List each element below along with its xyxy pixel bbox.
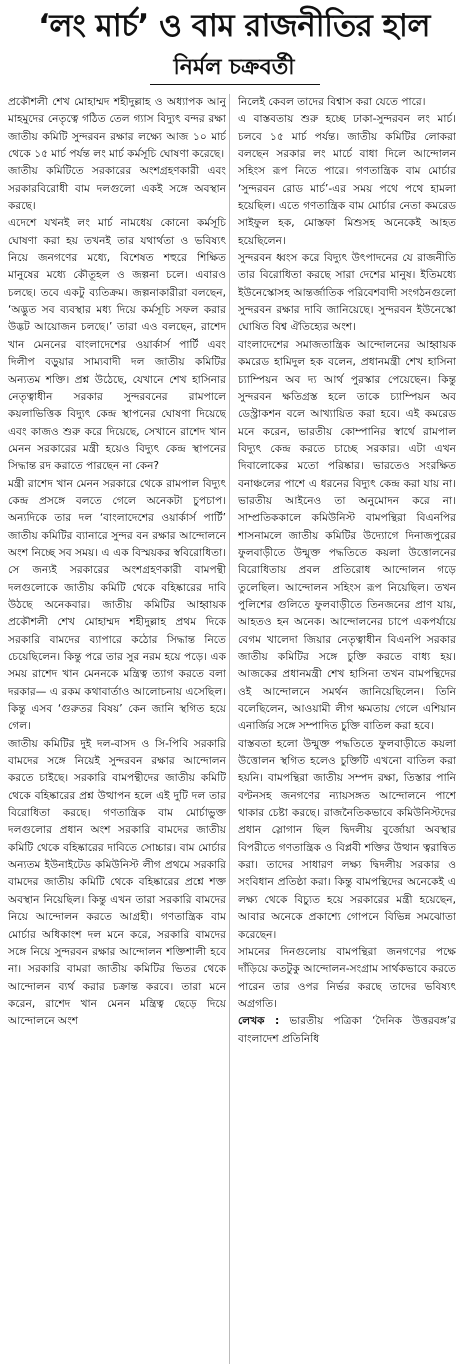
paragraph: মন্ত্রী রাশেদ খান মেনন সরকারে থেকে রামপাল বিদ্যুৎ কেন্দ্র প্রসঙ্গে বলতে গেলে অনেকটা চুপচাপ। অন্যদিকে তার দল ‘বাংলাদেশের ওয়ার্কার্স পার্টি’ জাতীয় কমিটির ব্যানারে সুন্দর বন রক্ষার আন্দোলনে অংশ নিচ্ছে সব সময়। এ এক বিস্ময়কর স্ববিরোধিতা। সে জন্যই সরকারের অংশগ্রহণকারী বামপন্থী দলগুলোকে জাতীয় কমিটি থেকে বহিষ্কারের দাবি উঠছে অনেকবার। জাতীয় কমিটির আহ্বায়ক প্রকৌশলী শেখ মোহাম্মদ শহীদুল্লাহ প্রথম দিকে সরকারি বামদের ব্যাপারে কঠোর সিদ্ধান্ত নিতে চেয়েছিলেন। কিন্তু পরে তার সুর নরম হয়ে পড়ে। এক সময় রাশেদ খান মেননকে মন্ত্রিত্ব ত্যাগ করতে বলা দরকার— এ রকম কথাবার্তাও আলোচনায় এসেছিল। কিন্তু এসব ‘গুরুতর বিষয়’ কেন জানি স্থগিত হয়ে গেল। bbox=[8, 477, 226, 733]
paragraph: এদেশে যখনই লং মার্চ নামধেয় কোনো কর্মসূচি ঘোষণা করা হয় তখনই তার যথার্থতা ও ভবিষ্যৎ নিয়ে জনগণের মধ্যে, বিশেষত শহুরে শিক্ষিত মানুষের মধ্যে কৌতূহল ও জল্পনা চলে। এবারও চলছে। তবে একটু ব্যতিক্রম। জল্পনাকারীরা বলছেন, ‘অদ্ভুত সব ব্যবস্থার মধ্য দিয়ে কর্মসূচি সফল করার উদ্ভট আয়োজন চলছে।’ তারা এও বলছেন, রাশেদ খান মেননের বাংলাদেশের ওয়ার্কার্স পার্টি এবং দিলীপ বড়ুয়ার সাম্যবাদী দল জাতীয় কমিটির অন্যতম শক্তি। প্রশ্ন উঠেছে, যেখানে শেখ হাসিনার নেতৃত্বাধীন সরকার সুন্দরবনের রামপালে কয়লাভিত্তিক বিদ্যুৎ কেন্দ্র স্থাপনের ঘোষণা দিয়েছে এবং কাজও শুরু করে দিয়েছে, সেখানে রাশেদ খান মেনন সরকারের মন্ত্রী হয়েও বিদ্যুৎ কেন্দ্র স্থাপনের সিদ্ধান্ত রদ করাতে পারছেন না কেন? bbox=[8, 217, 226, 473]
article-headline: ‘লং মার্চ’ ও বাম রাজনীতির হাল bbox=[38, 8, 430, 44]
paragraph: জাতীয় কমিটিতে সরকারের অংশগ্রহণকারী এবং সরকারবিরোধী বাম দলগুলো একই সঙ্গে অবস্থান করছে। bbox=[8, 165, 226, 213]
author-signature bbox=[238, 1013, 456, 1048]
column-divider bbox=[229, 94, 230, 1364]
signature-text: ভারতীয় পত্রিকা ‘দৈনিক উত্তরবঙ্গ’র বাংলাদেশ প্রতিনিধি bbox=[238, 1015, 456, 1045]
paragraph: সামনের দিনগুলোয় বামপন্থিরা জনগণের পক্ষে দাঁড়িয়ে কতটুকু আন্দোলন-সংগ্রাম সার্থকভাবে করতে পারেন তার ওপর নির্ভর করছে তাদের ভবিষ্যৎ অগ্রগতি। bbox=[238, 945, 456, 1010]
paragraph: জাতীয় কমিটির দুই দল-বাসদ ও সি-পিবি সরকারি বামদের সঙ্গে নিয়েই সুন্দরবন রক্ষার আন্দোলন করতে চাইছে। সরকারি বামপন্থীদের জাতীয় কমিটি থেকে বহিষ্কারের প্রশ্ন উত্থাপন হলে এই দুটি দল তার বিরোধিতা করছে। গণতান্ত্রিক বাম মোর্চাভুক্ত দলগুলোর প্রধান অংশ সরকারি বামদের জাতীয় কমিটি থেকে বহিষ্কারের দাবিতে সোচ্চার। বাম মোর্চার অন্যতম ইউনাইটেড কমিউনিস্ট লীগ প্রথমে সরকারি বামদের জাতীয় কমিটি থেকে বহিষ্কারের প্রশ্নে শক্ত অবস্থান নিয়েছিল। কিন্তু এখন তারা সরকারি বামদের নিয়ে আন্দোলন করতে আগ্রহী। গণতান্ত্রিক বাম মোর্চার অধিকাংশ দল মনে করে, সরকারি বামদের সঙ্গে নিয়ে সুন্দরবন রক্ষার আন্দোলন শক্তিশালী হবে না। সরকারি বামরা জাতীয় কমিটির ভিতর থেকে আন্দোলন ব্যর্থ করার চক্রান্ত করবে। তারা মনে করেন, রাশেদ খান মেনন মন্ত্রিত্ব ছেড়ে দিয়ে আন্দোলনে অংশ bbox=[8, 737, 226, 1028]
author-byline: নির্মল চক্রবর্তী bbox=[173, 55, 295, 80]
article-column-right bbox=[238, 94, 456, 1364]
signature-label: লেখক : bbox=[238, 1015, 280, 1028]
article-column-left bbox=[8, 94, 226, 1364]
paragraph: বাস্তবতা হলো উন্মুক্ত পদ্ধতিতে ফুলবাড়ীতে কয়লা উত্তোলন স্থগিত হলেও চুক্তিটি এখনো বাতিল করা হয়নি। বামপন্থিরা জাতীয় সম্পদ রক্ষা, তিস্তার পানি বণ্টনসহ জনগণের ন্যায়সঙ্গত আন্দোলনে পাশে থাকার চেষ্টা করছে। রাজনৈতিকভাবে কমিউনিস্টদের প্রধান স্লোগান ছিল দ্বিদলীয় বুর্জোয়া অবস্থার বিপরীতে গণতান্ত্রিক ও বিপ্লবী শক্তির উত্থান ত্বরান্বিত করা। তাদের সাধারণ লক্ষ্য দ্বিদলীয় সরকার ও সংবিধান প্রতিষ্ঠা করা। কিন্তু বামপন্থিদের অনেকেই এ লক্ষ্য থেকে বিচ্যুত হয়ে সরকারের মন্ত্রী হয়েছেন, আবার অনেকে প্রকাশ্যে গোপনে বিভিন্ন সমঝোতা করেছেন। bbox=[238, 737, 456, 941]
paragraph: বাংলাদেশের সমাজতান্ত্রিক আন্দোলনের আহ্বায়ক কমরেড হামিদুল হক বলেন, প্রধানমন্ত্রী শেখ হাসিনা চ্যাম্পিয়ন অব দ্য আর্থ পুরস্কার পেয়েছেন। কিন্তু সুন্দরবন ক্ষতিগ্রস্ত হলে তাকে চ্যাম্পিয়ন অব ডেস্ট্রাকশন বলে আখ্যায়িত করা হবে। এই কমরেড মনে করেন, ভারতীয় কোম্পানির স্বার্থে রামপাল বিদ্যুৎ কেন্দ্র করতে চাচ্ছে সরকার। এটা এখন দিবালোকের মতো পরিষ্কার। ভারতেও সংরক্ষিত বনাঞ্চলের পাশে এ ধরনের বিদ্যুৎ কেন্দ্র করা যায় না। ভারতীয় আইনেও তা অনুমোদন করে না। সাম্প্রতিককালে কমিউনিস্ট বামপন্থিরা বিএনপির শাসনামলে জাতীয় কমিটির উদ্যোগে দিনাজপুরের ফুলবাড়ীতে উন্মুক্ত পদ্ধতিতে কয়লা উত্তোলনের বিরোধিতায় প্রবল প্রতিরোধ আন্দোলন গড়ে তুলেছিল। আন্দোলন সহিংস রূপ নিয়েছিল। তখন পুলিশের গুলিতে ফুলবাড়ীতে তিনজনের প্রাণ যায়, আহতও হন অনেক। আন্দোলনের চাপে একপর্যায়ে বেগম খালেদা জিয়ার নেতৃত্বাধীন বিএনপি সরকার জাতীয় কমিটির সঙ্গে চুক্তি করতে বাধ্য হয়। আজকের প্রধানমন্ত্রী শেখ হাসিনা তখন বামপন্থিদের ওই আন্দোলনে সমর্থন জানিয়েছিলেন। তিনি বলেছিলেন, আওয়ামী লীগ ক্ষমতায় গেলে এশিয়ান এনার্জির সঙ্গে সম্পাদিত চুক্তি বাতিল করা হবে। bbox=[238, 338, 456, 733]
paragraph: প্রকৌশলী শেখ মোহাম্মদ শহীদুল্লাহ ও অধ্যাপক আনু মাহমুদের নেতৃত্বে গঠিত তেল গ্যাস বিদ্যুৎ বন্দর রক্ষা জাতীয় কমিটি সুন্দরবন রক্ষার লক্ষ্যে আজ ১০ মার্চ থেকে ১৫ মার্চ পর্যন্ত লং মার্চ কর্মসূচি ঘোষণা করেছে। bbox=[8, 96, 226, 161]
paragraph: সুন্দরবন ধ্বংস করে বিদ্যুৎ উৎপাদনের যে রাজনীতি তার বিরোধিতা করছে সারা দেশের মানুষ। ইতিমধ্যে ইউনেস্কোসহ আন্তর্জাতিক পরিবেশবাদী সংগঠনগুলো সুন্দরবন রক্ষার দাবি জানিয়েছে। সুন্দরবন ইউনেস্কো ঘোষিত বিশ্ব ঐতিহ্যের অংশ। bbox=[238, 252, 456, 334]
byline-underline bbox=[150, 84, 320, 85]
paragraph: নিলেই কেবল তাদের বিশ্বাস করা যেতে পারে। bbox=[238, 96, 426, 108]
paragraph: এ বাস্তবতায় শুরু হচ্ছে ঢাকা-সুন্দরবন লং মার্চ। চলবে ১৫ মার্চ পর্যন্ত। জাতীয় কমিটির লোকরা বলছেন সরকার লং মার্চে বাধা দিলে আন্দোলন সহিংস রূপ নিতে পারে। গণতান্ত্রিক বাম মোর্চার ‘সুন্দরবন রোড মার্চ’-এর সময় পথে পথে হামলা হয়েছিল। এতে গণতান্ত্রিক বাম মোর্চার নেতা কমরেড সাইফুল হক, মোস্তফা মিশুসহ অনেকেই আহত হয়েছিলেন। bbox=[238, 113, 456, 247]
